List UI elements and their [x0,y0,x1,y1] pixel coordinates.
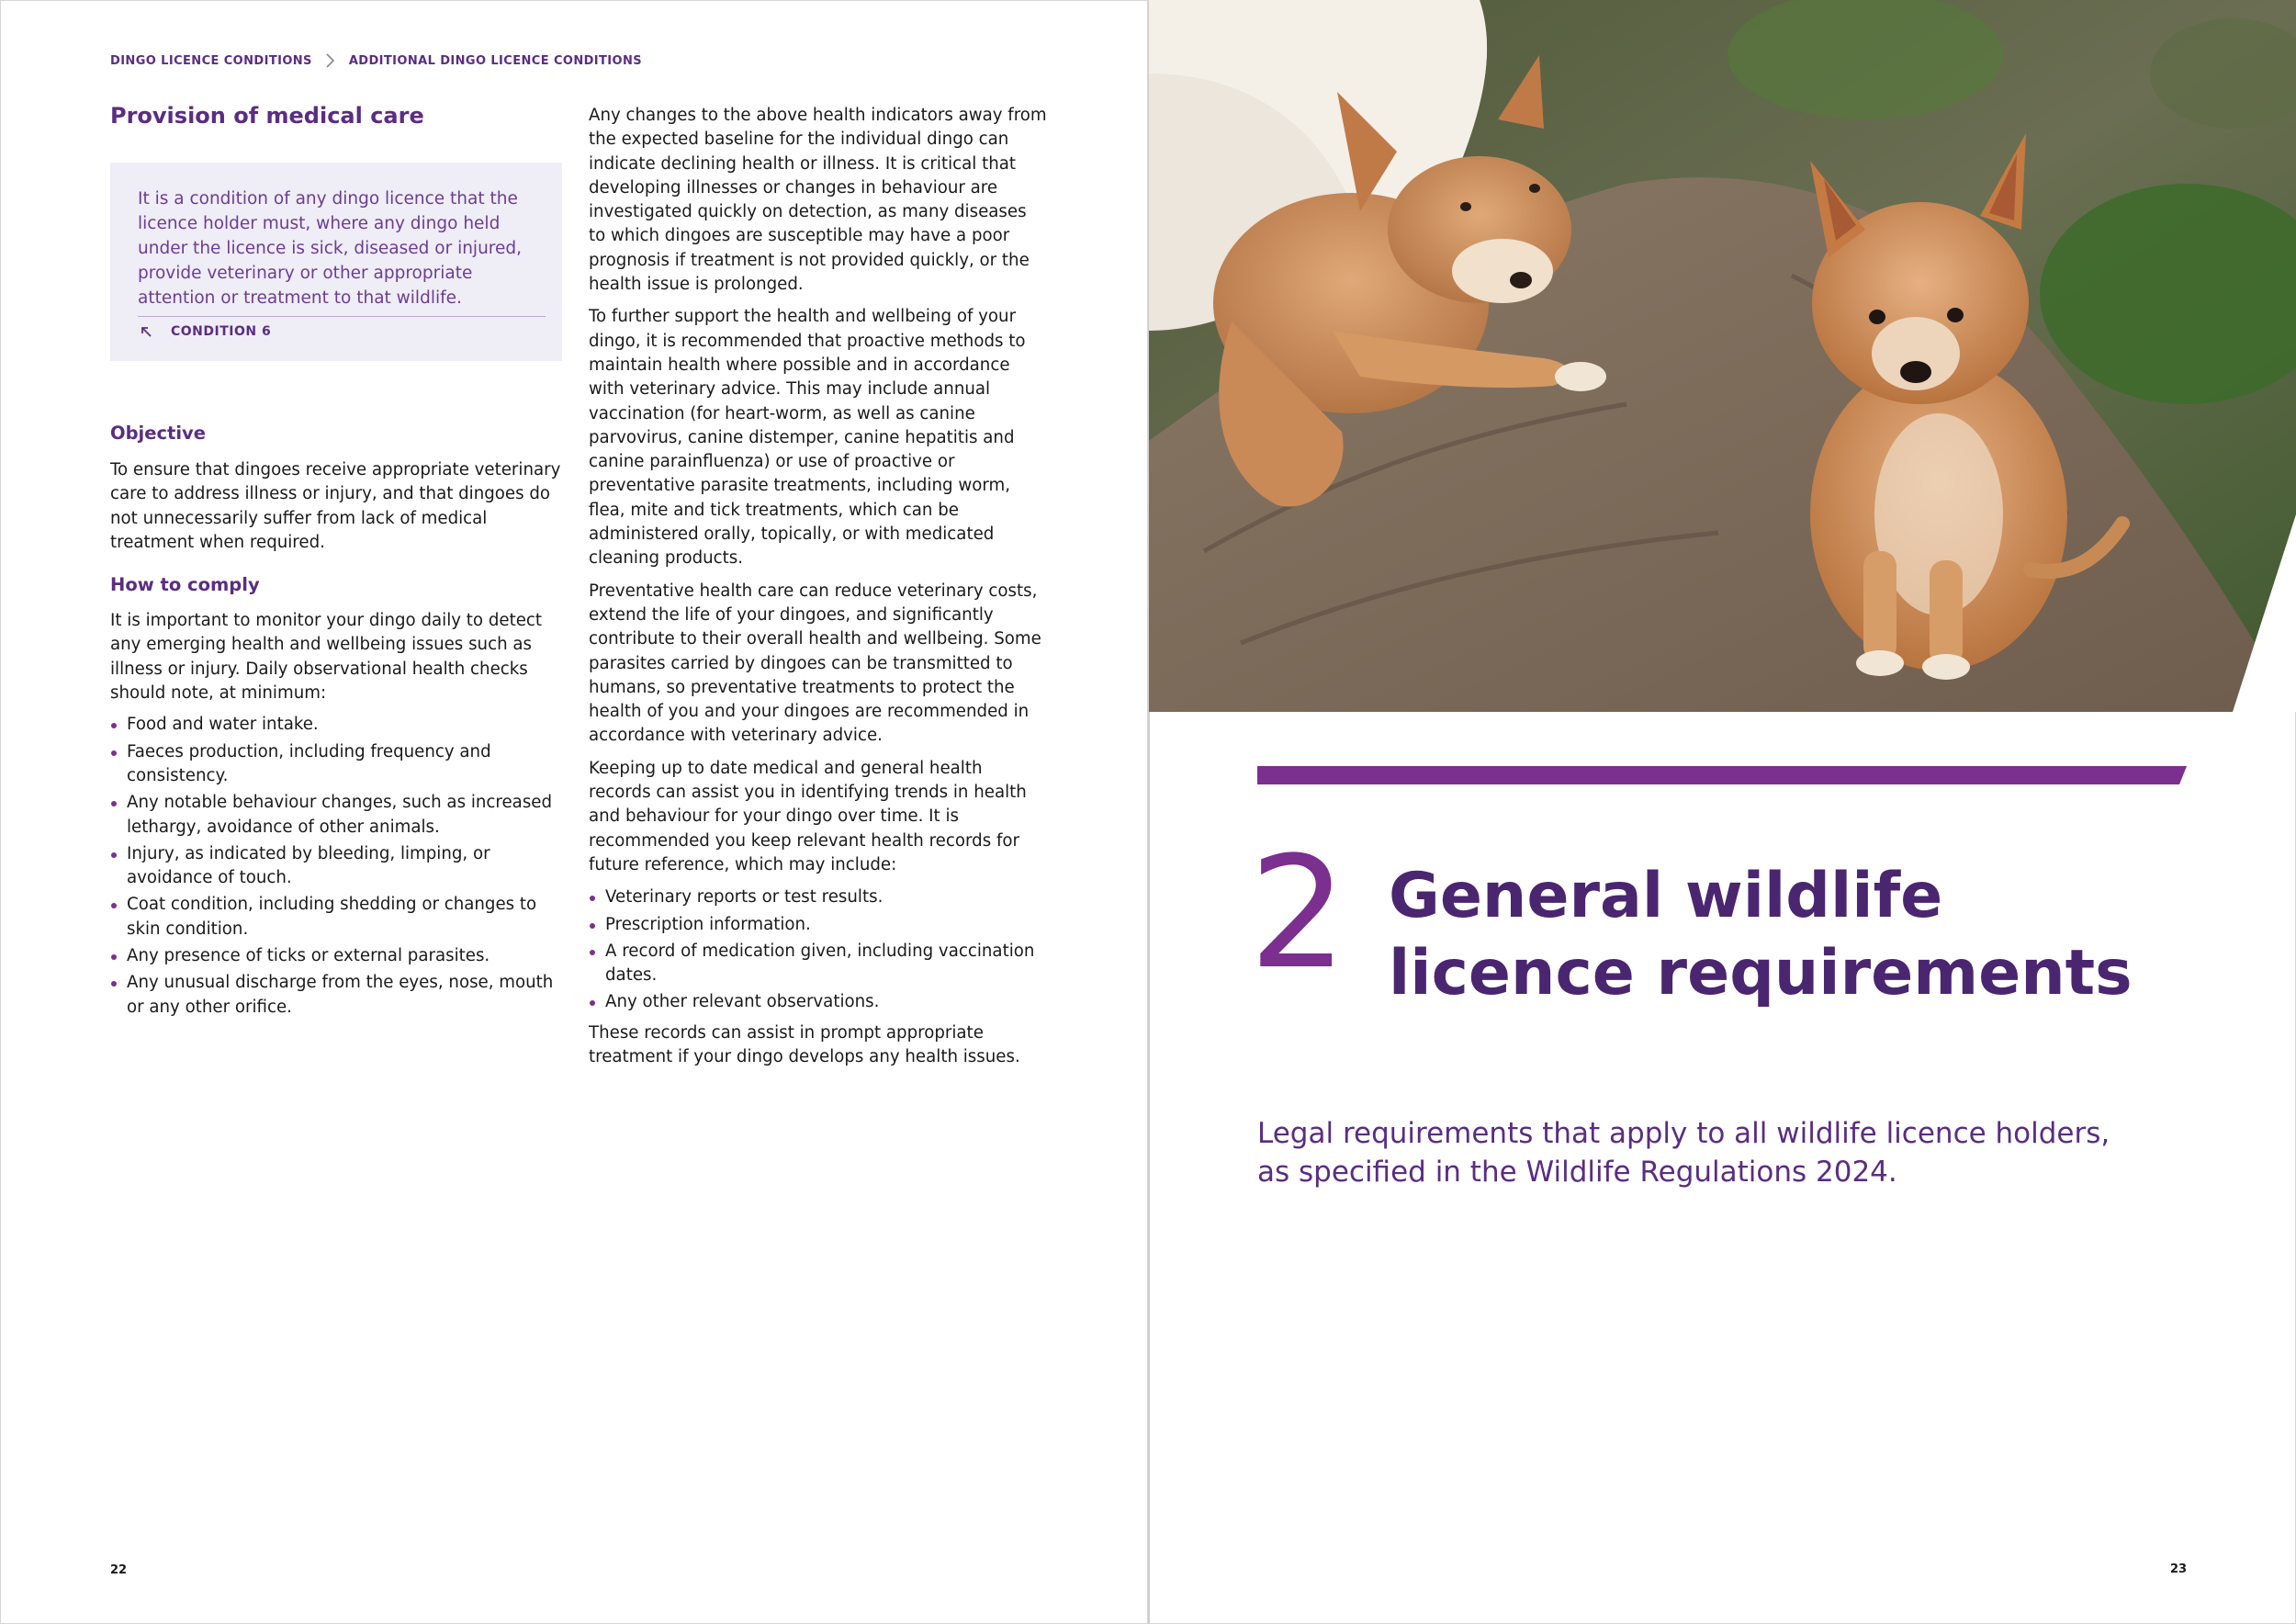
left-column [110,102,562,1022]
section-title: Provision of medical care [110,103,424,129]
right-column [589,104,1048,1077]
paragraph: To further support the health and wellbeing of your dingo, it is recommended that proactive methods to maintain health where possible and in accordance with veterinary advice. This may include annual vaccination (for heart-worm, as well as canine parvovirus, canine distemper, canine hepatitis and canine parainfluenza) or use of proactive or preventative parasite treatments, including worm, flea, mite and tick treatments, which can be administered orally, topically, or with medicated cleaning products. [589,307,1026,569]
paragraph: Any changes to the above health indicators away from the expected baseline for the individual dingo can indicate declining health or illness. It is critical that developing illnesses or changes in behaviour are investigated quickly on detection, as many diseases to which dingoes are susceptible may have a poor prognosis if treatment is not provided quickly, or the health issue is prolonged. [589,106,1047,295]
list-item: Any notable behaviour changes, such as increased lethargy, avoidance of other animals. [110,791,562,840]
bullet-icon [111,750,117,756]
list-item: Faeces production, including frequency and consistency. [110,740,562,789]
breadcrumb [110,52,642,69]
objective-text: To ensure that dingoes receive appropriate veterinary care to address illness or injury, and that dingoes do not unnecessarily suffer from lack of medical treatment when required. [110,460,561,552]
list-item: Prescription information. [589,913,1048,937]
arrow-up-left-icon [140,325,152,338]
health-checks-list [110,713,562,1020]
objective-heading: Objective [110,423,206,444]
chapter-title: General wildlife licence requirements [1389,860,2133,1009]
chapter-accent-bar [1257,766,2187,784]
list-item: Veterinary reports or test results. [589,885,1048,909]
bullet-icon [111,903,117,908]
bullet-icon [590,923,595,929]
breadcrumb-current[interactable]: ADDITIONAL DINGO LICENCE CONDITIONS [348,53,643,68]
list-item: Any unusual discharge from the eyes, nose, mouth or any other orifice. [110,971,562,1020]
page-number: 23 [2170,1562,2188,1576]
condition-reference-label: CONDITION 6 [171,324,272,339]
bullet-icon [111,723,117,728]
list-item: Coat condition, including shedding or changes to skin condition. [110,893,562,942]
bullet-icon [111,954,117,960]
bullet-icon [111,852,117,858]
how-to-comply-text: It is important to monitor your dingo daily to detect any emerging health and wellbeing issues such as illness or injury. Daily observational health checks should note, at minimum: [110,611,543,704]
paragraph: These records can assist in prompt appropriate treatment if your dingo develops any health issues. [589,1022,1020,1066]
condition-reference-link[interactable] [138,316,546,339]
list-item: Any other relevant observations. [589,990,1048,1014]
bullet-icon [590,896,595,901]
bullet-icon [590,1000,595,1006]
bullet-icon [590,950,595,955]
chapter-subtitle: Legal requirements that apply to all wildlife licence holders, as specified in the Wildlife Regulations 2024. [1257,1117,2110,1189]
paragraph: Preventative health care can reduce veterinary costs, extend the life of your dingoes, and significantly contribute to their overall health and wellbeing. Some parasites carried by dingoes can be transmitted to humans, so preventative treatments to protect the health of you and your dingoes are recommended in accordance with veterinary advice. [589,581,1041,746]
condition-callout [110,163,562,361]
bullet-icon [111,801,117,806]
list-item: Food and water intake. [110,713,562,737]
page-number: 22 [110,1563,128,1577]
list-item: Any presence of ticks or external parasites. [110,944,562,968]
bullet-icon [111,981,117,987]
list-item: A record of medication given, including vaccination dates. [589,940,1048,988]
paragraph: Keeping up to date medical and general health records can assist you in identifying trends in health and behaviour for your dingo over time. It is recommended you keep relevant health records for future reference, which may include: [589,758,1027,874]
chapter-number: 2 [1249,823,1344,1003]
list-item: Injury, as indicated by bleeding, limping, or avoidance of touch. [110,842,562,891]
callout-text: It is a condition of any dingo licence that the licence holder must, where any dingo held under the licence is sick, diseased or injured, provide veterinary or other appropriate attention or treatment to that wildlife. [138,189,523,308]
how-to-comply-heading: How to comply [110,574,260,596]
chevron-right-icon [323,52,338,69]
dingo-pups-photo [1149,0,2296,712]
health-records-list [589,885,1048,1014]
breadcrumb-parent[interactable]: DINGO LICENCE CONDITIONS [110,53,312,68]
